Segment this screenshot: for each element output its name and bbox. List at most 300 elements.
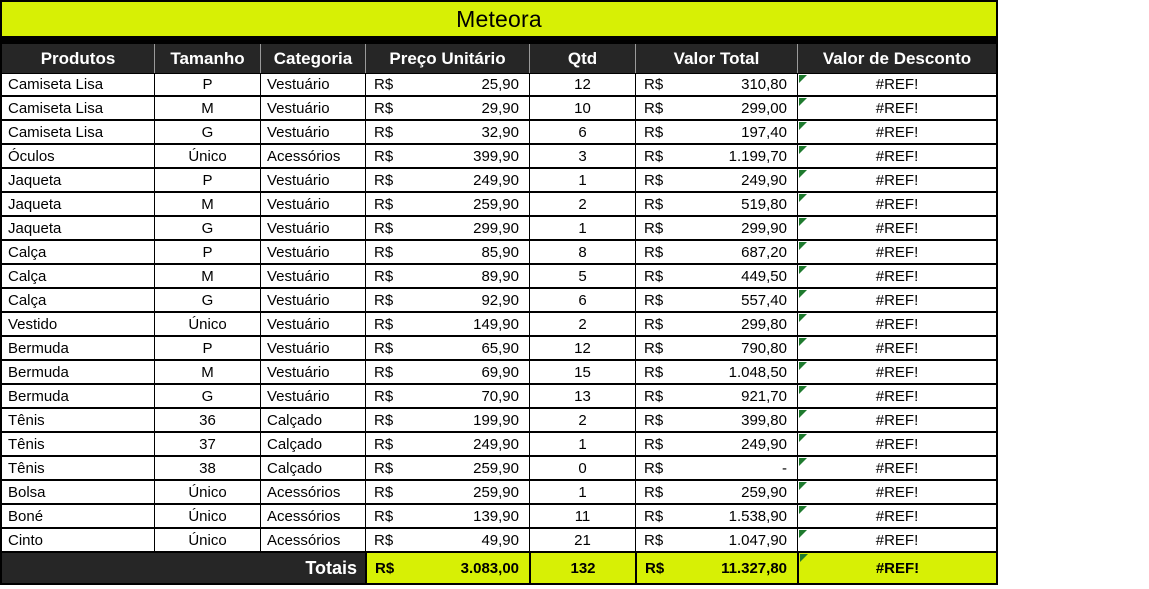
cell-valor-desconto[interactable]: [797, 289, 996, 311]
error-text: #REF!: [875, 243, 919, 261]
error-text: #REF!: [875, 387, 919, 405]
error-indicator-icon: [799, 530, 807, 538]
cell-value: 299,90: [741, 219, 787, 237]
error-indicator-icon: [799, 75, 807, 83]
currency-symbol: R$: [644, 291, 664, 309]
cell-value: 299,80: [741, 315, 787, 333]
cell-valor-total[interactable]: [635, 361, 797, 383]
cell-value: 65,90: [481, 339, 519, 357]
cell-tamanho[interactable]: 37: [154, 433, 260, 455]
cell-categoria[interactable]: Vestuário: [260, 169, 365, 191]
cell-categoria[interactable]: Calçado: [260, 409, 365, 431]
cell-produto[interactable]: Camiseta Lisa: [8, 99, 104, 117]
table-row: [2, 265, 996, 289]
cell-value: 259,90: [473, 459, 519, 477]
table-row: [2, 241, 996, 265]
cell-tamanho[interactable]: M: [154, 97, 260, 119]
cell-value: 449,50: [741, 267, 787, 285]
currency-symbol: R$: [374, 507, 394, 525]
cell-preco-unitario[interactable]: [365, 241, 529, 263]
cell-valor-desconto[interactable]: [797, 121, 996, 143]
cell-qtd[interactable]: 11: [529, 505, 635, 527]
totals-preco-unitario-value: 3.083,00: [460, 559, 519, 577]
totals-preco-unitario-cell[interactable]: [365, 553, 529, 583]
currency-symbol: R$: [374, 531, 394, 549]
currency-symbol: R$: [374, 435, 394, 453]
cell-qtd[interactable]: 5: [529, 265, 635, 287]
cell-valor-total[interactable]: [635, 289, 797, 311]
cell-valor-desconto[interactable]: [797, 241, 996, 263]
cell-value: 149,90: [473, 315, 519, 333]
cell-valor-total[interactable]: [635, 433, 797, 455]
cell-value: 687,20: [741, 243, 787, 261]
table-row: [2, 385, 996, 409]
cell-tamanho[interactable]: 38: [154, 457, 260, 479]
currency-symbol: R$: [374, 99, 394, 117]
error-indicator-icon: [799, 218, 807, 226]
error-text: #REF!: [875, 483, 919, 501]
table-row: [2, 529, 996, 553]
error-text: #REF!: [875, 315, 919, 333]
column-header-qtd[interactable]: Qtd: [529, 44, 635, 73]
cell-produto[interactable]: Vestido: [8, 315, 58, 333]
cell-preco-unitario[interactable]: [365, 217, 529, 239]
cell-produto[interactable]: Tênis: [8, 435, 45, 453]
error-text: #REF!: [875, 435, 919, 453]
table-body: [0, 73, 998, 553]
table-row: [2, 97, 996, 121]
column-header-categoria[interactable]: Categoria: [260, 44, 365, 73]
cell-valor-total[interactable]: [635, 457, 797, 479]
cell-tamanho[interactable]: G: [154, 217, 260, 239]
table-row: [2, 121, 996, 145]
cell-value: 399,80: [741, 411, 787, 429]
error-text: #REF!: [875, 363, 919, 381]
cell-qtd[interactable]: 12: [529, 74, 635, 95]
cell-value: 197,40: [741, 123, 787, 141]
cell-qtd[interactable]: 1: [529, 217, 635, 239]
cell-categoria[interactable]: Vestuário: [260, 313, 365, 335]
cell-preco-unitario[interactable]: [365, 193, 529, 215]
error-indicator-icon: [799, 290, 807, 298]
cell-valor-total[interactable]: [635, 169, 797, 191]
currency-symbol: R$: [644, 435, 664, 453]
cell-valor-desconto[interactable]: [797, 505, 996, 527]
currency-symbol: R$: [374, 171, 394, 189]
column-header-preco-unitario[interactable]: Preço Unitário: [365, 44, 529, 73]
cell-valor-desconto[interactable]: [797, 313, 996, 335]
error-indicator-icon: [799, 506, 807, 514]
currency-symbol: R$: [374, 123, 394, 141]
cell-value: 399,90: [473, 147, 519, 165]
cell-categoria[interactable]: Vestuário: [260, 385, 365, 407]
cell-valor-desconto[interactable]: [797, 145, 996, 167]
column-header-valor-de-desconto[interactable]: Valor de Desconto: [797, 44, 996, 73]
error-text: #REF!: [875, 339, 919, 357]
table-row: [2, 145, 996, 169]
table-row: [2, 73, 996, 97]
cell-tamanho[interactable]: G: [154, 385, 260, 407]
currency-symbol: R$: [644, 363, 664, 381]
cell-preco-unitario[interactable]: [365, 97, 529, 119]
cell-valor-desconto[interactable]: [797, 481, 996, 503]
cell-produto[interactable]: Calça: [8, 267, 47, 285]
cell-qtd[interactable]: 1: [529, 169, 635, 191]
cell-valor-desconto[interactable]: [797, 217, 996, 239]
cell-value: 259,90: [473, 483, 519, 501]
cell-valor-total[interactable]: [635, 481, 797, 503]
cell-categoria[interactable]: Acessórios: [260, 145, 365, 167]
cell-valor-desconto[interactable]: [797, 409, 996, 431]
currency-symbol: R$: [374, 243, 394, 261]
cell-produto[interactable]: Camiseta Lisa: [8, 123, 104, 141]
table-row: [2, 193, 996, 217]
cell-categoria[interactable]: Vestuário: [260, 217, 365, 239]
error-text: #REF!: [875, 291, 919, 309]
cell-preco-unitario[interactable]: [365, 121, 529, 143]
cell-preco-unitario[interactable]: [365, 433, 529, 455]
cell-categoria[interactable]: Vestuário: [260, 74, 365, 95]
cell-categoria[interactable]: Vestuário: [260, 289, 365, 311]
cell-qtd[interactable]: 3: [529, 145, 635, 167]
cell-produto[interactable]: Bermuda: [8, 339, 69, 357]
cell-value: 92,90: [481, 291, 519, 309]
error-text: #REF!: [875, 459, 919, 477]
cell-qtd[interactable]: 2: [529, 193, 635, 215]
totals-qtd-value: 132: [570, 559, 596, 577]
cell-categoria[interactable]: Acessórios: [260, 529, 365, 551]
cell-categoria[interactable]: Calçado: [260, 457, 365, 479]
cell-produto[interactable]: Tênis: [8, 411, 45, 429]
title-divider: [0, 36, 998, 44]
currency-symbol: R$: [644, 147, 664, 165]
cell-value: 32,90: [481, 123, 519, 141]
currency-symbol: R$: [644, 195, 664, 213]
cell-value: 89,90: [481, 267, 519, 285]
cell-categoria[interactable]: Vestuário: [260, 97, 365, 119]
cell-tamanho[interactable]: Único: [154, 529, 260, 551]
cell-categoria[interactable]: Vestuário: [260, 337, 365, 359]
cell-produto[interactable]: Jaqueta: [8, 171, 62, 189]
cell-produto[interactable]: Bermuda: [8, 387, 69, 405]
cell-valor-desconto[interactable]: [797, 337, 996, 359]
cell-qtd[interactable]: 10: [529, 97, 635, 119]
cell-value: 790,80: [741, 339, 787, 357]
error-indicator-icon: [800, 554, 808, 562]
currency-symbol: R$: [374, 459, 394, 477]
cell-value: 921,70: [741, 387, 787, 405]
currency-symbol: R$: [374, 291, 394, 309]
column-header-tamanho[interactable]: Tamanho: [154, 44, 260, 73]
cell-value: 1.048,50: [728, 363, 787, 381]
cell-valor-desconto[interactable]: [797, 265, 996, 287]
column-header-produtos[interactable]: Produtos: [40, 48, 116, 68]
error-indicator-icon: [799, 242, 807, 250]
cell-value: 70,90: [481, 387, 519, 405]
cell-produto[interactable]: Cinto: [8, 531, 44, 549]
cell-valor-desconto[interactable]: [797, 457, 996, 479]
cell-produto[interactable]: Jaqueta: [8, 219, 62, 237]
cell-preco-unitario[interactable]: [365, 145, 529, 167]
cell-valor-total[interactable]: [635, 97, 797, 119]
error-text: #REF!: [875, 531, 919, 549]
currency-symbol: R$: [375, 559, 395, 577]
error-indicator-icon: [799, 194, 807, 202]
cell-valor-desconto[interactable]: [797, 97, 996, 119]
error-text: #REF!: [875, 76, 919, 93]
cell-produto[interactable]: Calça: [8, 243, 47, 261]
cell-categoria[interactable]: Vestuário: [260, 241, 365, 263]
error-indicator-icon: [799, 410, 807, 418]
cell-valor-total[interactable]: [635, 265, 797, 287]
error-indicator-icon: [799, 386, 807, 394]
currency-symbol: R$: [644, 507, 664, 525]
currency-symbol: R$: [374, 76, 394, 93]
error-text: #REF!: [875, 171, 919, 189]
cell-tamanho[interactable]: M: [154, 361, 260, 383]
currency-symbol: R$: [374, 315, 394, 333]
table-row: [2, 337, 996, 361]
cell-produto[interactable]: Bermuda: [8, 363, 69, 381]
currency-symbol: R$: [644, 267, 664, 285]
cell-preco-unitario[interactable]: [365, 337, 529, 359]
table-row: [2, 505, 996, 529]
cell-qtd[interactable]: 2: [529, 313, 635, 335]
cell-valor-total[interactable]: [635, 529, 797, 551]
cell-valor-total[interactable]: [635, 313, 797, 335]
cell-value: 249,90: [473, 435, 519, 453]
cell-tamanho[interactable]: G: [154, 121, 260, 143]
totals-valor-desconto-value: #REF!: [875, 559, 920, 577]
cell-categoria[interactable]: Acessórios: [260, 505, 365, 527]
cell-tamanho[interactable]: G: [154, 289, 260, 311]
table-row: [2, 361, 996, 385]
cell-valor-desconto[interactable]: [797, 385, 996, 407]
cell-value: 49,90: [481, 531, 519, 549]
currency-symbol: R$: [644, 76, 664, 93]
currency-symbol: R$: [644, 531, 664, 549]
currency-symbol: R$: [374, 267, 394, 285]
currency-symbol: R$: [374, 411, 394, 429]
cell-categoria[interactable]: Vestuário: [260, 265, 365, 287]
cell-categoria[interactable]: Vestuário: [260, 121, 365, 143]
cell-qtd[interactable]: 6: [529, 289, 635, 311]
cell-tamanho[interactable]: Único: [154, 145, 260, 167]
currency-symbol: R$: [374, 219, 394, 237]
currency-symbol: R$: [644, 387, 664, 405]
error-text: #REF!: [875, 411, 919, 429]
error-indicator-icon: [799, 338, 807, 346]
cell-valor-total[interactable]: [635, 193, 797, 215]
cell-value: 29,90: [481, 99, 519, 117]
cell-tamanho[interactable]: M: [154, 193, 260, 215]
cell-tamanho[interactable]: Único: [154, 313, 260, 335]
currency-symbol: R$: [644, 123, 664, 141]
cell-categoria[interactable]: Calçado: [260, 433, 365, 455]
cell-preco-unitario[interactable]: [365, 169, 529, 191]
error-indicator-icon: [799, 146, 807, 154]
cell-qtd[interactable]: 1: [529, 481, 635, 503]
error-indicator-icon: [799, 122, 807, 130]
cell-value: 310,80: [741, 76, 787, 93]
cell-preco-unitario[interactable]: [365, 529, 529, 551]
cell-preco-unitario[interactable]: [365, 74, 529, 95]
currency-symbol: R$: [374, 483, 394, 501]
error-text: #REF!: [875, 123, 919, 141]
cell-value: 249,90: [741, 171, 787, 189]
cell-categoria[interactable]: Acessórios: [260, 481, 365, 503]
cell-preco-unitario[interactable]: [365, 313, 529, 335]
cell-valor-total[interactable]: [635, 337, 797, 359]
cell-tamanho[interactable]: P: [154, 74, 260, 95]
error-text: #REF!: [875, 195, 919, 213]
cell-qtd[interactable]: 21: [529, 529, 635, 551]
cell-valor-total[interactable]: [635, 121, 797, 143]
currency-symbol: R$: [644, 99, 664, 117]
cell-tamanho[interactable]: P: [154, 337, 260, 359]
currency-symbol: R$: [644, 219, 664, 237]
cell-value: 259,90: [473, 195, 519, 213]
error-text: #REF!: [875, 507, 919, 525]
cell-tamanho[interactable]: Único: [154, 505, 260, 527]
cell-valor-total[interactable]: [635, 385, 797, 407]
error-indicator-icon: [799, 434, 807, 442]
cell-preco-unitario[interactable]: [365, 289, 529, 311]
cell-qtd[interactable]: 8: [529, 241, 635, 263]
cell-produto[interactable]: Calça: [8, 291, 47, 309]
cell-qtd[interactable]: 0: [529, 457, 635, 479]
cell-value: -: [782, 459, 787, 477]
cell-tamanho[interactable]: M: [154, 265, 260, 287]
error-indicator-icon: [799, 98, 807, 106]
title-cell[interactable]: [0, 0, 998, 36]
cell-categoria[interactable]: Vestuário: [260, 193, 365, 215]
error-text: #REF!: [875, 99, 919, 117]
cell-valor-total[interactable]: [635, 505, 797, 527]
cell-value: 299,90: [473, 219, 519, 237]
table-row: [2, 217, 996, 241]
cell-produto[interactable]: Óculos: [8, 147, 55, 165]
currency-symbol: R$: [374, 147, 394, 165]
cell-tamanho[interactable]: 36: [154, 409, 260, 431]
error-indicator-icon: [799, 314, 807, 322]
cell-value: 249,90: [741, 435, 787, 453]
cell-produto[interactable]: Tênis: [8, 459, 45, 477]
currency-symbol: R$: [374, 339, 394, 357]
cell-qtd[interactable]: 15: [529, 361, 635, 383]
cell-produto[interactable]: Jaqueta: [8, 195, 62, 213]
currency-symbol: R$: [644, 315, 664, 333]
error-indicator-icon: [799, 482, 807, 490]
cell-valor-desconto[interactable]: [797, 433, 996, 455]
error-text: #REF!: [875, 219, 919, 237]
cell-tamanho[interactable]: Único: [154, 481, 260, 503]
totals-label: Totais: [305, 557, 357, 578]
currency-symbol: R$: [644, 483, 664, 501]
cell-valor-total[interactable]: [635, 145, 797, 167]
currency-symbol: R$: [644, 243, 664, 261]
cell-valor-total[interactable]: [635, 217, 797, 239]
cell-valor-total[interactable]: [635, 241, 797, 263]
currency-symbol: R$: [644, 171, 664, 189]
cell-qtd[interactable]: 6: [529, 121, 635, 143]
currency-symbol: R$: [645, 559, 665, 577]
cell-valor-desconto[interactable]: [797, 169, 996, 191]
cell-value: 557,40: [741, 291, 787, 309]
cell-value: 199,90: [473, 411, 519, 429]
cell-value: 299,00: [741, 99, 787, 117]
table-row: [2, 313, 996, 337]
cell-valor-desconto[interactable]: [797, 193, 996, 215]
cell-value: 69,90: [481, 363, 519, 381]
cell-qtd[interactable]: 2: [529, 409, 635, 431]
table-row: [2, 481, 996, 505]
cell-value: 249,90: [473, 171, 519, 189]
cell-value: 139,90: [473, 507, 519, 525]
cell-produto[interactable]: Bolsa: [8, 483, 46, 501]
cell-valor-desconto[interactable]: [797, 74, 996, 95]
error-text: #REF!: [875, 147, 919, 165]
currency-symbol: R$: [644, 411, 664, 429]
cell-qtd[interactable]: 12: [529, 337, 635, 359]
error-indicator-icon: [799, 170, 807, 178]
currency-symbol: R$: [374, 363, 394, 381]
cell-value: 1.199,70: [728, 147, 787, 165]
currency-symbol: R$: [374, 387, 394, 405]
cell-preco-unitario[interactable]: [365, 457, 529, 479]
cell-value: 259,90: [741, 483, 787, 501]
cell-tamanho[interactable]: P: [154, 241, 260, 263]
totals-valor-total-value: 11.327,80: [721, 559, 787, 577]
cell-value: 1.538,90: [728, 507, 787, 525]
totals-label-cell[interactable]: [2, 553, 365, 583]
cell-value: 1.047,90: [728, 531, 787, 549]
table-row: [2, 409, 996, 433]
cell-preco-unitario[interactable]: [365, 409, 529, 431]
cell-value: 85,90: [481, 243, 519, 261]
cell-qtd[interactable]: 13: [529, 385, 635, 407]
error-indicator-icon: [799, 266, 807, 274]
cell-produto[interactable]: Camiseta Lisa: [8, 76, 104, 93]
error-text: #REF!: [875, 267, 919, 285]
cell-tamanho[interactable]: P: [154, 169, 260, 191]
cell-preco-unitario[interactable]: [365, 385, 529, 407]
currency-symbol: R$: [374, 195, 394, 213]
cell-preco-unitario[interactable]: [365, 361, 529, 383]
cell-qtd[interactable]: 1: [529, 433, 635, 455]
cell-valor-total[interactable]: [635, 409, 797, 431]
cell-valor-desconto[interactable]: [797, 529, 996, 551]
cell-valor-desconto[interactable]: [797, 361, 996, 383]
cell-value: 519,80: [741, 195, 787, 213]
currency-symbol: R$: [644, 339, 664, 357]
table-row: [2, 433, 996, 457]
totals-row: [0, 553, 998, 585]
totals-valor-desconto-cell[interactable]: [797, 553, 996, 583]
cell-categoria[interactable]: Vestuário: [260, 361, 365, 383]
cell-produto[interactable]: Boné: [8, 507, 44, 525]
cell-valor-total[interactable]: [635, 74, 797, 95]
currency-symbol: R$: [644, 459, 664, 477]
cell-preco-unitario[interactable]: [365, 505, 529, 527]
column-header-valor-total[interactable]: Valor Total: [635, 44, 797, 73]
cell-preco-unitario[interactable]: [365, 481, 529, 503]
table-row: [2, 457, 996, 481]
totals-valor-total-cell[interactable]: [635, 553, 797, 583]
totals-qtd-cell[interactable]: [529, 553, 635, 583]
table-row: [2, 289, 996, 313]
cell-preco-unitario[interactable]: [365, 265, 529, 287]
